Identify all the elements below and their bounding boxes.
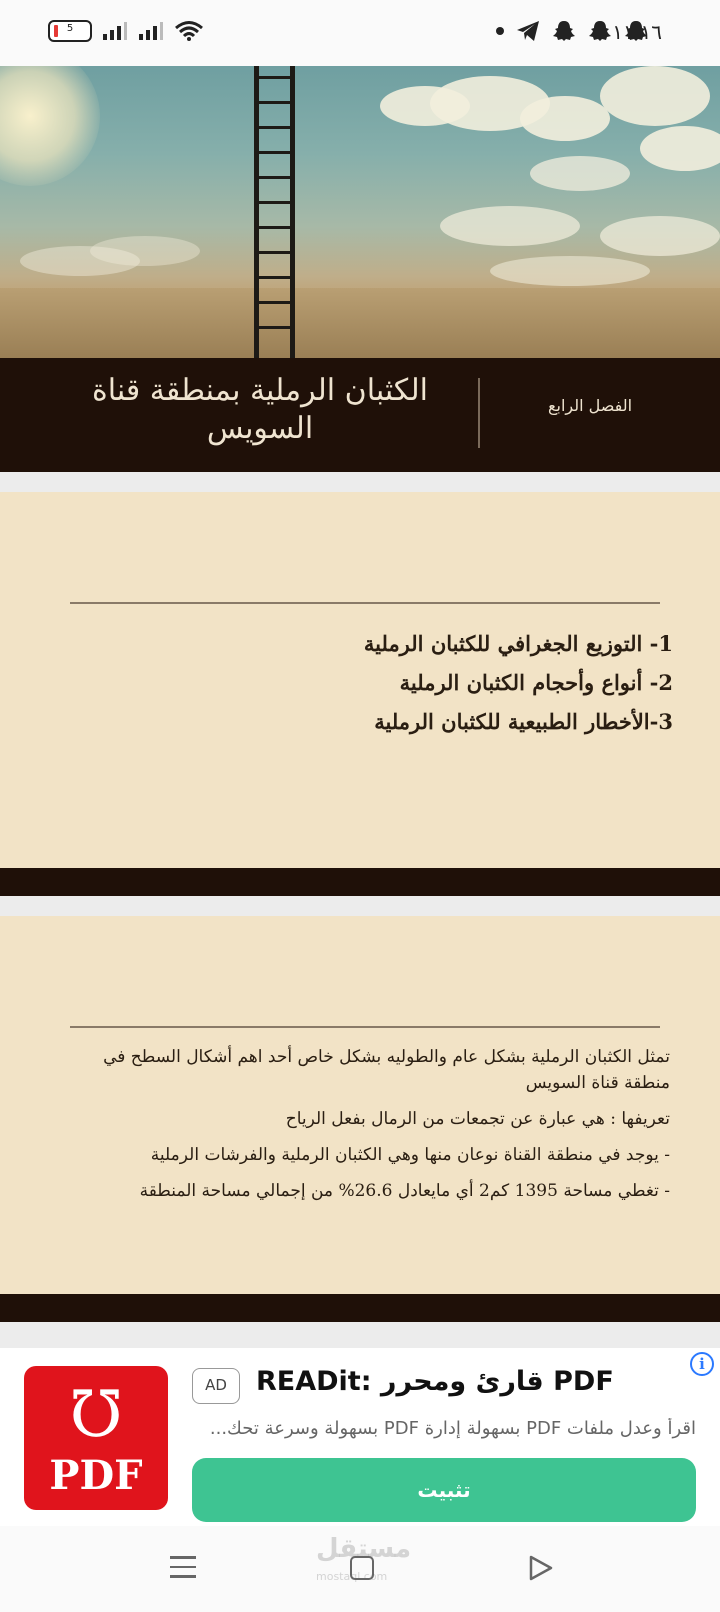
snapchat-icon xyxy=(552,20,576,42)
signal-icon xyxy=(138,21,164,41)
chapter-label: الفصل الرابع xyxy=(547,396,633,415)
ad-description: اقرأ وعدل ملفات PDF بسهولة إدارة PDF بسهولة وسرعة تحك... xyxy=(209,1418,696,1439)
slide-definition[interactable] xyxy=(0,916,720,1322)
watermark: مستقل xyxy=(316,1534,412,1564)
signal-icon xyxy=(102,21,128,41)
definition-text xyxy=(70,1044,670,1214)
info-icon[interactable]: i xyxy=(690,1352,714,1376)
pdf-swirl-icon: ℧ xyxy=(69,1378,123,1452)
snapchat-icon xyxy=(588,20,612,42)
status-bar xyxy=(0,0,720,66)
slide-rule xyxy=(70,602,660,604)
watermark-url: mostaql.com xyxy=(316,1570,388,1583)
install-button[interactable]: تثبيت xyxy=(192,1458,696,1522)
slide-rule xyxy=(70,1026,660,1028)
paragraph: تعريفها : هي عبارة عن تجمعات من الرمال بفعل الرياح xyxy=(285,1109,670,1129)
slide-outline[interactable] xyxy=(0,492,720,896)
presentation-title: الكثبان الرملية بمنطقة قناة السويس xyxy=(92,373,428,446)
ad-title[interactable]: READit: قارئ ومحرر PDF xyxy=(256,1366,614,1397)
pdf-logo-text: PDF xyxy=(49,1452,143,1499)
outline-list xyxy=(70,624,673,741)
telegram-icon xyxy=(516,20,540,42)
slide-footer-bar xyxy=(0,868,720,896)
menu-icon[interactable] xyxy=(170,1556,196,1580)
paragraph: - يوجد في منطقة القناة نوعان منها وهي الكثبان الرملية والفرشات الرملية xyxy=(150,1145,670,1165)
slide-footer-bar xyxy=(0,1294,720,1322)
ad-banner[interactable] xyxy=(0,1348,720,1526)
battery-level: 5 xyxy=(66,23,74,34)
outline-item: 3-الأخطار الطبيعية للكثبان الرملية xyxy=(374,709,673,734)
cover-title-bar xyxy=(0,358,720,472)
cover-image xyxy=(0,66,720,358)
pdf-app-logo[interactable] xyxy=(24,1366,168,1510)
slide-cover[interactable] xyxy=(0,66,720,472)
title-divider xyxy=(478,378,480,448)
dot-icon xyxy=(496,27,504,35)
battery-icon xyxy=(48,20,92,42)
wifi-icon xyxy=(174,20,204,42)
navigation-bar xyxy=(0,1526,720,1612)
ad-badge: AD xyxy=(192,1368,240,1404)
status-time: ١١:١٦ xyxy=(612,20,662,44)
status-left xyxy=(48,20,204,42)
back-icon[interactable] xyxy=(528,1554,554,1582)
outline-item: 2- أنواع وأحجام الكثبان الرملية xyxy=(399,670,673,695)
outline-item: 1- التوزيع الجغرافي للكثبان الرملية xyxy=(363,631,673,656)
paragraph: - تغطي مساحة 1395 كم2 أي مايعادل 26.6% من إجمالي مساحة المنطقة xyxy=(139,1181,670,1201)
paragraph: تمثل الكثبان الرملية بشكل عام والطوليه بشكل خاص أحد اهم أشكال السطح في منطقة قناة السويس xyxy=(103,1047,670,1093)
home-icon[interactable] xyxy=(350,1556,374,1580)
